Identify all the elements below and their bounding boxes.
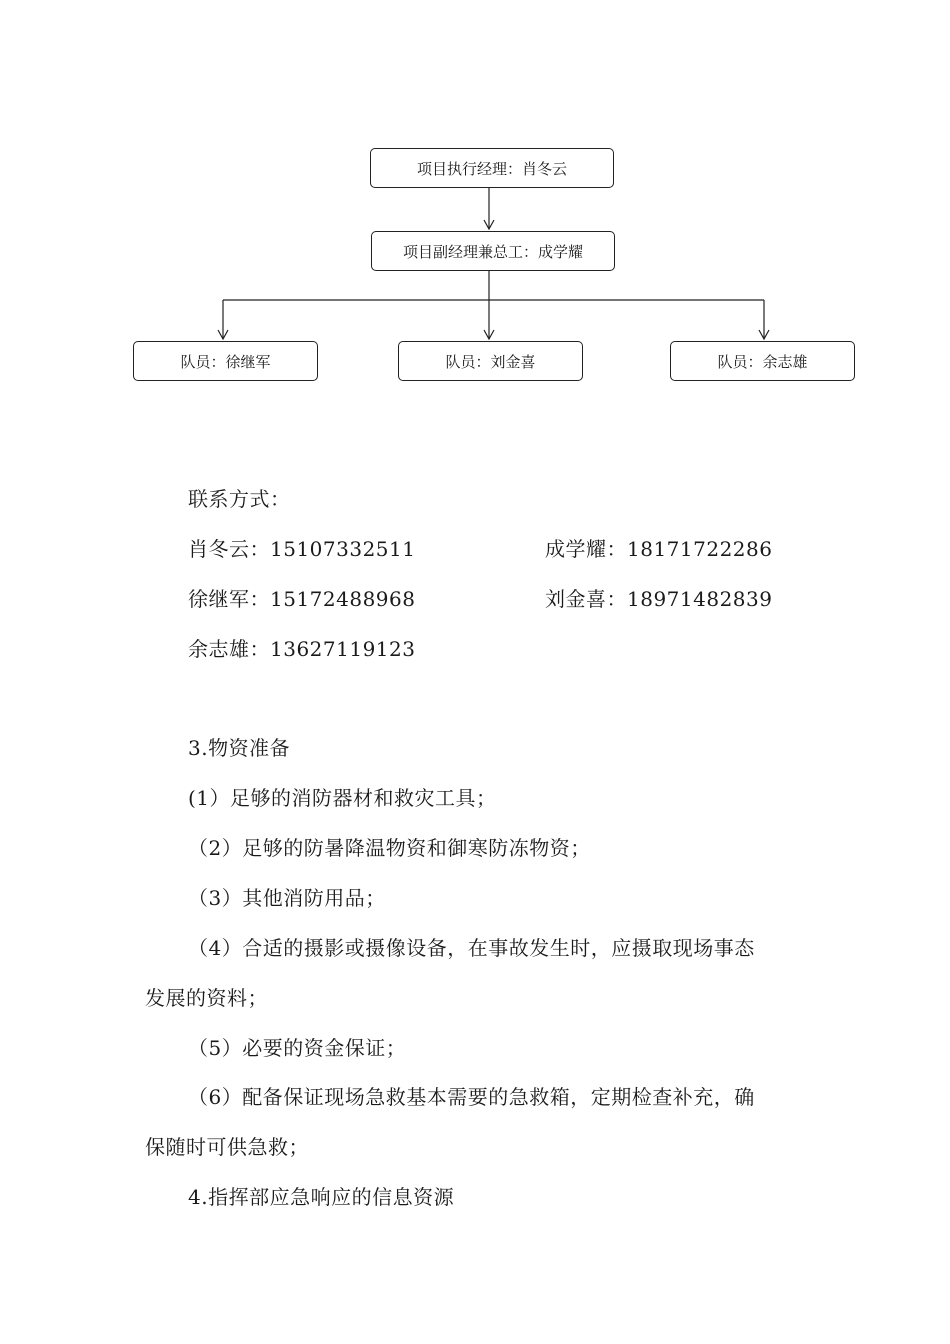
org-manager-label: 项目执行经理：肖冬云 [416, 159, 567, 178]
org-box-member-1 [133, 341, 318, 381]
contact-yu-zhixiong: 余志雄：13627119123 [188, 637, 416, 661]
org-box-manager [370, 148, 614, 188]
org-deputy-label: 项目副经理兼总工：成学耀 [402, 242, 583, 261]
list-item-4-line-2: 发展的资料； [145, 986, 268, 1010]
contact-xu-jijun: 徐继军：15172488968 [188, 587, 416, 611]
list-item-4-line-1: （4）合适的摄影或摄像设备，在事故发生时，应摄取现场事态 [188, 936, 755, 960]
contact-xiao-dongyun: 肖冬云：15107332511 [188, 537, 416, 561]
list-item-5: （5）必要的资金保证； [188, 1036, 407, 1060]
contacts-heading: 联系方式： [188, 487, 291, 511]
org-member-label: 队员：徐继军 [180, 352, 271, 371]
list-item-2: （2）足够的防暑降温物资和御寒防冻物资； [188, 836, 591, 860]
list-item-3: （3）其他消防用品； [188, 886, 386, 910]
org-box-member-3 [670, 341, 855, 381]
contact-cheng-xueyao: 成学耀：18171722286 [545, 537, 773, 561]
section-4-heading: 4.指挥部应急响应的信息资源 [188, 1185, 455, 1209]
section-3-heading: 3.物资准备 [188, 736, 291, 760]
list-item-6-line-2: 保随时可供急救； [145, 1135, 309, 1159]
list-item-1: (1）足够的消防器材和救灾工具； [188, 786, 497, 810]
org-box-deputy [371, 231, 615, 271]
org-box-member-2 [398, 341, 583, 381]
contact-liu-jinxi: 刘金喜：18971482839 [545, 587, 773, 611]
org-member-label: 队员：余志雄 [717, 352, 808, 371]
list-item-6-line-1: （6）配备保证现场急救基本需要的急救箱，定期检查补充，确 [188, 1085, 755, 1109]
org-member-label: 队员：刘金喜 [445, 352, 536, 371]
